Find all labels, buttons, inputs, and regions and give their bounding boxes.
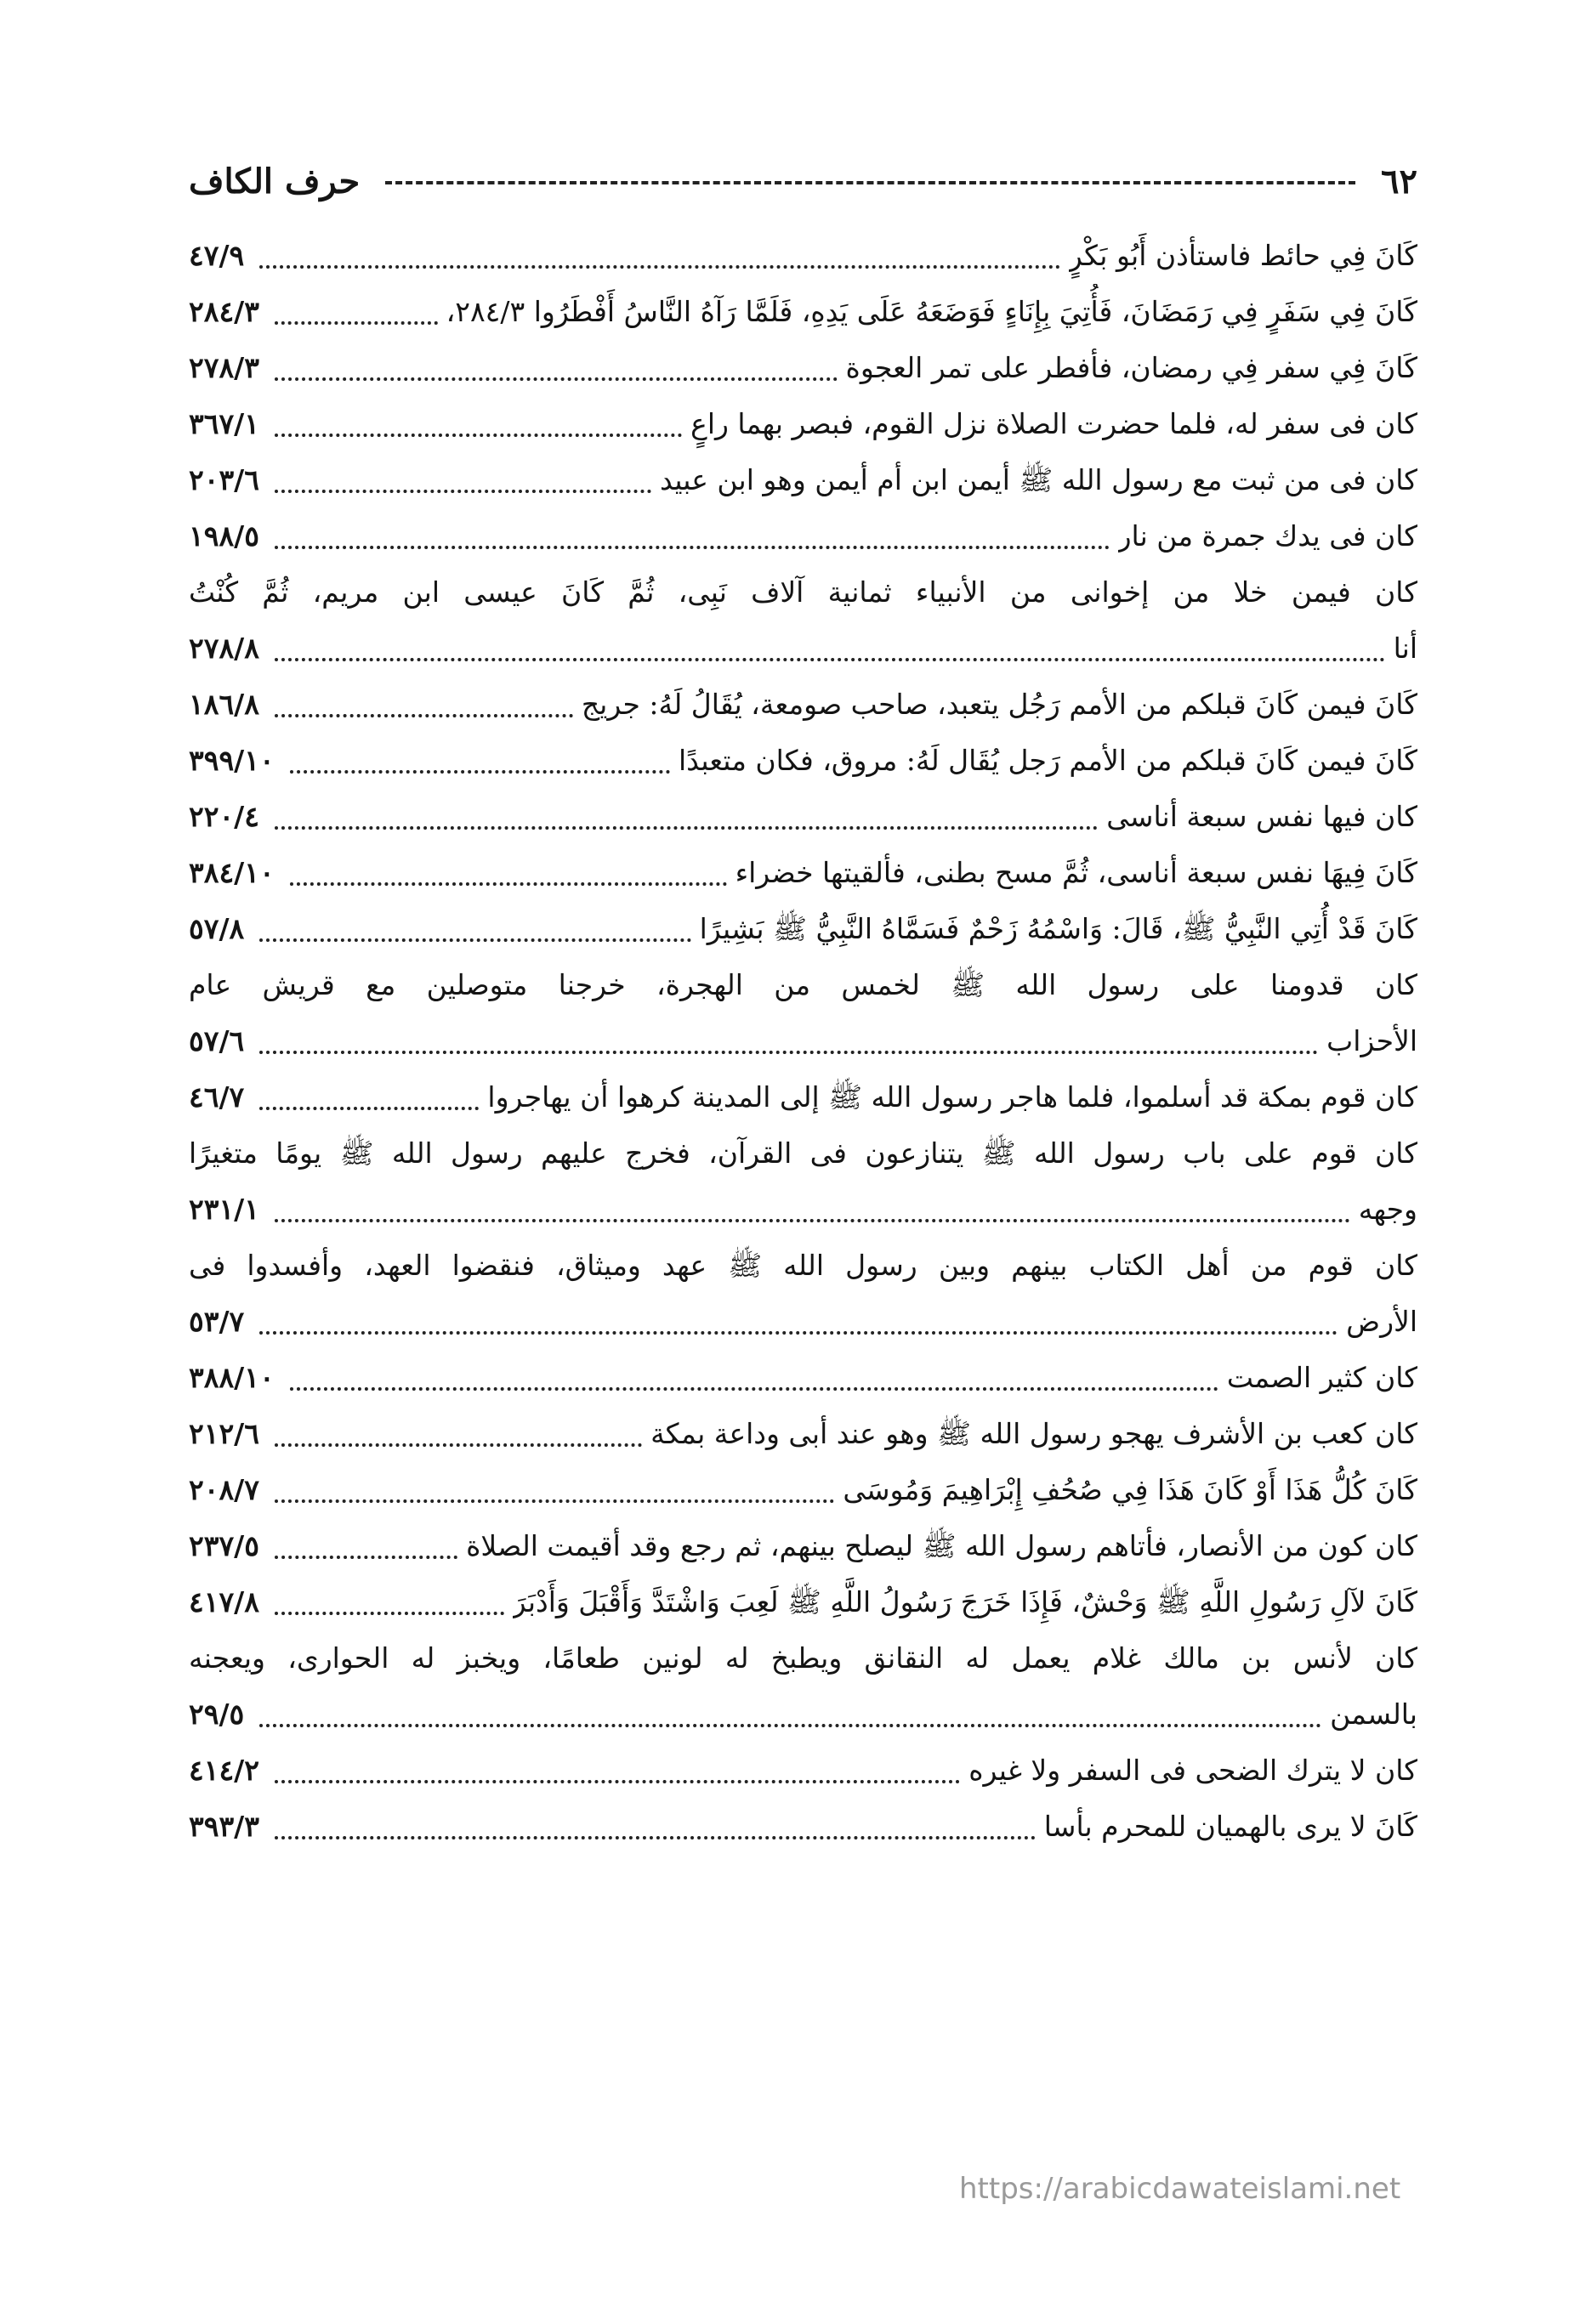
dot-leader — [259, 938, 690, 942]
header-dash-rule — [385, 181, 1355, 184]
dot-leader — [290, 882, 727, 886]
entry-text: كَانَ قَدْ أُتِي النَّبِيُّ ﷺ، قَالَ: وَاسْمُهُ زَحْمٌ فَسَمَّاهُ النَّبِيُّ ﷺ بَشِيرًا — [699, 912, 1417, 945]
dot-leader — [275, 321, 438, 325]
volume-page-reference: ٢٧٨/٣ — [189, 351, 259, 384]
entry-row — [189, 1686, 1417, 1743]
entry-row — [189, 677, 1417, 733]
index-entry — [189, 1574, 1417, 1630]
entry-text: كان لا يترك الضحى فى السفر ولا غيره — [968, 1754, 1417, 1787]
index-entry — [189, 1069, 1417, 1125]
index-entry — [189, 901, 1417, 957]
dot-leader — [259, 1107, 479, 1110]
volume-page-reference: ٣٩٩/١٠ — [189, 744, 275, 777]
volume-page-reference: ١٩٨/٥ — [189, 519, 259, 553]
entry-text: كَانَ فِيهَا نفس سبعة أناسى، ثُمَّ مسح بطنى، فألقيتها خضراء — [735, 856, 1417, 889]
page-number: ٦٢ — [1381, 161, 1417, 201]
entry-text-continuation: بالسمن — [1330, 1698, 1417, 1731]
dot-leader — [275, 434, 682, 437]
entry-row — [189, 1350, 1417, 1406]
volume-page-reference: ٥٣/٧ — [189, 1305, 245, 1338]
volume-page-reference: ٥٧/٨ — [189, 912, 245, 945]
entry-row — [189, 508, 1417, 564]
volume-page-reference: ٢١٢/٦ — [189, 1417, 259, 1450]
index-entry — [189, 508, 1417, 564]
dot-leader — [275, 658, 1385, 661]
entry-text-continuation: الأرض — [1346, 1305, 1417, 1338]
dot-leader — [290, 770, 670, 774]
entry-row — [189, 1069, 1417, 1125]
entry-text: كَانَ فِي سَفَرٍ فِي رَمَضَانَ، فَأُتِيَ بِإِنَاءٍ فَوَضَعَهُ عَلَى يَدِهِ، فَلَمَّا رَآهُ النَّاسُ أَفْطَرُوا ٢٨٤/٣، — [446, 295, 1417, 328]
volume-page-reference: ١٨٦/٨ — [189, 688, 259, 721]
entry-text-continuation: أنا — [1393, 632, 1417, 665]
entry-text: كان فى من ثبت مع رسول الله ﷺ أيمن ابن أم أيمن وهو ابن عبيد — [660, 463, 1417, 496]
page-header — [189, 151, 1417, 211]
volume-page-reference: ٣٩٣/٣ — [189, 1810, 259, 1843]
index-entry — [189, 396, 1417, 452]
entry-row — [189, 845, 1417, 901]
entry-row — [189, 452, 1417, 508]
entry-row — [189, 621, 1417, 677]
dot-leader — [275, 1836, 1036, 1839]
index-entry — [189, 1743, 1417, 1799]
index-entry — [189, 284, 1417, 340]
index-entry — [189, 733, 1417, 789]
entry-text: كان كثير الصمت — [1226, 1361, 1417, 1394]
section-title: حرف الكاف — [189, 161, 361, 201]
dot-leader — [275, 1556, 457, 1559]
volume-page-reference: ٤١٤/٢ — [189, 1754, 259, 1787]
hadith-index-list — [189, 228, 1417, 1855]
volume-page-reference: ٢٧٨/٨ — [189, 632, 259, 665]
entry-row — [189, 789, 1417, 845]
entry-row — [189, 901, 1417, 957]
dot-leader — [259, 1724, 1321, 1727]
entry-row — [189, 1743, 1417, 1799]
entry-row — [189, 340, 1417, 396]
volume-page-reference: ٥٧/٦ — [189, 1024, 245, 1057]
entry-row — [189, 733, 1417, 789]
entry-text: كان قوم على باب رسول الله ﷺ يتنازعون فى القرآن، فخرج عليهم رسول الله ﷺ يومًا متغيرًا — [189, 1136, 1417, 1170]
entry-text: كان فيمن خلا من إخوانى من الأنبياء ثمانية آلاف نَبِى، ثُمَّ كَانَ عيسى ابن مريم، ثُمَّ كُنْتُ — [189, 575, 1417, 609]
volume-page-reference: ٢٩/٥ — [189, 1698, 245, 1731]
entry-text: كَانَ كُلُّ هَذَا أَوْ كَانَ هَذَا فِي صُحُفِ إِبْرَاهِيمَ وَمُوسَى — [843, 1473, 1417, 1506]
entry-row — [189, 1799, 1417, 1855]
dot-leader — [275, 714, 573, 717]
entry-text: كَانَ فِي سفر فِي رمضان، فأفطر على تمر العجوة — [845, 351, 1417, 384]
dot-leader — [275, 1443, 642, 1447]
entry-text: كان لأنس بن مالك غلام يعمل له النقانق ويطبخ له لونين طعامًا، ويخبز له الحوارى، ويعجنه — [189, 1641, 1417, 1675]
entry-text: كَانَ لا يرى بالهميان للمحرم بأسا — [1043, 1810, 1417, 1843]
dot-leader — [275, 490, 651, 493]
entry-row — [189, 1406, 1417, 1462]
entry-text: كان فى يدك جمرة من نار — [1117, 519, 1417, 553]
index-entry — [189, 228, 1417, 284]
volume-page-reference: ٢٠٣/٦ — [189, 463, 259, 496]
entry-text: كان قوم بمكة قد أسلموا، فلما هاجر رسول الله ﷺ إلى المدينة كرهوا أن يهاجروا — [487, 1080, 1417, 1114]
dot-leader — [275, 826, 1098, 830]
dot-leader — [275, 1219, 1350, 1222]
entry-row — [189, 284, 1417, 340]
entry-text-continuation: الأحزاب — [1326, 1024, 1417, 1057]
dot-leader — [259, 265, 1060, 269]
volume-page-reference: ٣٨٨/١٠ — [189, 1361, 275, 1394]
index-entry — [189, 452, 1417, 508]
entry-text: كَانَ فِي حائط فاستأذن أَبُو بَكْرٍ — [1068, 239, 1417, 272]
volume-page-reference: ٤٦/٧ — [189, 1080, 245, 1114]
index-entry — [189, 1350, 1417, 1406]
entry-row — [189, 1574, 1417, 1630]
entry-text: كَانَ لآلِ رَسُولِ اللَّهِ ﷺ وَحْشٌ، فَإِذَا خَرَجَ رَسُولُ اللَّهِ ﷺ لَعِبَ وَاشْتَدَّ وَأَقْبَلَ وَأَدْبَرَ — [512, 1585, 1417, 1618]
index-entry — [189, 1799, 1417, 1855]
index-entry — [189, 1630, 1417, 1743]
entry-text-continuation: وجهه — [1358, 1193, 1417, 1226]
dot-leader — [275, 1780, 960, 1783]
index-entry — [189, 1406, 1417, 1462]
index-entry — [189, 1518, 1417, 1574]
dot-leader — [259, 1051, 1318, 1054]
volume-page-reference: ٢٨٤/٣ — [189, 295, 259, 328]
dot-leader — [290, 1387, 1218, 1391]
entry-row — [189, 1013, 1417, 1069]
volume-page-reference: ٣٨٤/١٠ — [189, 856, 275, 889]
dot-leader — [259, 1331, 1338, 1335]
entry-text: كان فى سفر له، فلما حضرت الصلاة نزل القوم، فبصر بهما راعٍ — [690, 407, 1417, 440]
index-entry — [189, 1125, 1417, 1238]
entry-row — [189, 1518, 1417, 1574]
volume-page-reference: ٤١٧/٨ — [189, 1585, 259, 1618]
index-entry — [189, 845, 1417, 901]
index-entry — [189, 340, 1417, 396]
dot-leader — [275, 1499, 834, 1503]
entry-text: كان فيها نفس سبعة أناسى — [1106, 800, 1417, 833]
volume-page-reference: ٤٧/٩ — [189, 239, 245, 272]
entry-row — [189, 1182, 1417, 1238]
entry-row — [189, 1294, 1417, 1350]
entry-text: كان قوم من أهل الكتاب بينهم وبين رسول الله ﷺ عهد وميثاق، فنقضوا العهد، وأفسدوا فى — [189, 1249, 1417, 1282]
dot-leader — [275, 546, 1110, 549]
index-entry — [189, 1462, 1417, 1518]
index-entry — [189, 789, 1417, 845]
dot-leader — [275, 377, 838, 381]
entry-row — [189, 228, 1417, 284]
dot-leader — [275, 1612, 504, 1615]
index-entry — [189, 1238, 1417, 1350]
index-entry — [189, 677, 1417, 733]
entry-text: كان كون من الأنصار، فأتاهم رسول الله ﷺ ليصلح بينهم، ثم رجع وقد أقيمت الصلاة — [466, 1529, 1417, 1562]
entry-row — [189, 396, 1417, 452]
volume-page-reference: ٣٦٧/١ — [189, 407, 259, 440]
watermark-url: https://arabicdawateislami.net — [959, 2172, 1401, 2206]
volume-page-reference: ٢٢٠/٤ — [189, 800, 259, 833]
volume-page-reference: ٢٣٧/٥ — [189, 1529, 259, 1562]
entry-row — [189, 1462, 1417, 1518]
volume-page-reference: ٢٣١/١ — [189, 1193, 259, 1226]
entry-text: كَانَ فيمن كَانَ قبلكم من الأمم رَجُل يتعبد، صاحب صومعة، يُقَالُ لَهُ: جريج — [581, 688, 1417, 721]
volume-page-reference: ٢٠٨/٧ — [189, 1473, 259, 1506]
entry-text: كان قدومنا على رسول الله ﷺ لخمس من الهجرة، خرجنا متوصلين مع قريش عام — [189, 968, 1417, 1001]
entry-text: كان كعب بن الأشرف يهجو رسول الله ﷺ وهو عند أبى وداعة بمكة — [650, 1417, 1417, 1450]
index-entry — [189, 957, 1417, 1069]
index-entry — [189, 564, 1417, 677]
entry-text: كَانَ فيمن كَانَ قبلكم من الأمم رَجل يُقَال لَهُ: مروق، فكان متعبدًا — [678, 744, 1417, 777]
